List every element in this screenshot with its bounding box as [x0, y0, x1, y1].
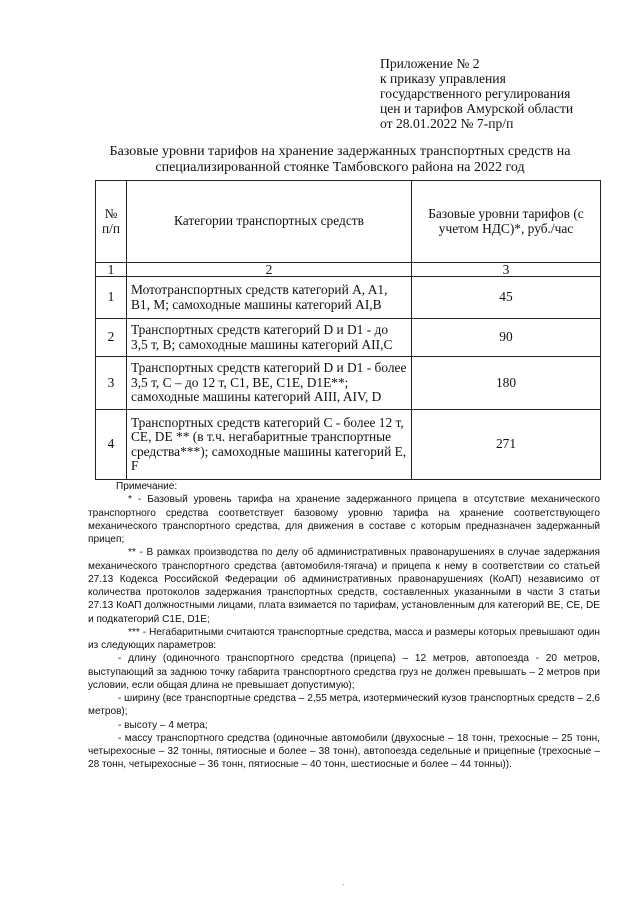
table-row	[96, 319, 601, 357]
table-row	[96, 357, 601, 410]
index-cell: 1	[96, 263, 127, 277]
appendix-line: Приложение № 2	[380, 56, 480, 71]
header-category: Категории транспортных средств	[127, 181, 412, 263]
index-cell: 3	[412, 263, 601, 277]
row-category: Транспортных средств категорий С - более 12 т, CE, DE ** (в т.ч. негабаритные транспортные средства***); самоходные машины категорий E, F	[127, 410, 412, 480]
note-list-item-length: - длину (одиночного транспортного средства (прицепа) – 12 метров, автопоезда - 20 метров, выступающий за заднюю точку габарита транспортного средства груз не должен превышать – 2 метров при условии, если общая длина не превышает допустимую);	[88, 653, 600, 691]
title-line: Базовые уровни тарифов на хранение задержанных транспортных средств на	[109, 144, 571, 159]
row-category: Транспортных средств категорий D и D1 - более 3,5 т, С – до 12 т, C1, BE, C1E, D1E**; самоходные машины категорий AIII, AIV, D	[127, 357, 412, 410]
title-line: специализированной стоянке Тамбовского района на 2022 год	[155, 159, 525, 175]
header-number: № п/п	[96, 181, 127, 263]
notes-title: Примечание:	[116, 481, 178, 492]
row-number: 1	[96, 277, 127, 319]
row-number: 4	[96, 410, 127, 480]
row-number: 2	[96, 319, 127, 357]
row-category: Мототранспортных средств категорий A, A1, B1, M; самоходные машины категорий AI,B	[127, 277, 412, 319]
appendix-line: к приказу управления	[380, 71, 506, 86]
document-title	[80, 144, 600, 175]
row-tariff-value: 90	[412, 319, 601, 357]
header-tariff: Базовые уровни тарифов (с учетом НДС)*, руб./час	[412, 181, 601, 263]
note-triple-asterisk: *** - Негабаритными считаются транспортные средства, масса и размеры которых превышают один из следующих параметров:	[88, 626, 600, 651]
table-index-row	[96, 263, 601, 277]
row-tariff-value: 180	[412, 357, 601, 410]
table-row	[96, 410, 601, 480]
appendix-header	[380, 56, 620, 131]
notes-section	[88, 480, 600, 772]
note-single-asterisk: * - Базовый уровень тарифа на хранение задержанного прицепа в отсутствие механического транспортного средства соответствует базовому уровню тарифа на хранение соответствующего механического транспортного средства, для движения в составе с которым предназначен задержанный прицеп;	[88, 494, 600, 545]
index-cell: 2	[127, 263, 412, 277]
row-category: Транспортных средств категорий D и D1 - до 3,5 т, B; самоходные машины категорий AII,C	[127, 319, 412, 357]
appendix-line: государственного регулирования	[380, 86, 571, 101]
tariffs-table	[95, 180, 601, 480]
row-number: 3	[96, 357, 127, 410]
note-list-item-mass: - массу транспортного средства (одиночные автомобили (двухосные – 18 тонн, трехосные – 25 тонн, четырехосные – 32 тонны, пятиосные и более – 38 тонн), автопоезда седельные и прицепные (трехосные – 28 тонн, четырехосные – 36 тонн, пятиосные – 40 тонн, шестиосные и более – 44 тонны)).	[88, 732, 600, 771]
note-list-item-height: - высоту – 4 метра;	[118, 719, 208, 731]
appendix-line: цен и тарифов Амурской области	[380, 101, 574, 116]
row-tariff-value: 271	[412, 410, 601, 480]
note-list-item-width: - ширину (все транспортные средства – 2,55 метра, изотермический кузов транспортных средств – 2,6 метров);	[88, 693, 600, 718]
row-tariff-value: 45	[412, 277, 601, 319]
scan-speck	[343, 884, 344, 885]
table-row	[96, 277, 601, 319]
note-double-asterisk: ** - В рамках производства по делу об административных правонарушениях в случае задержания механического транспортного средства (автомобиля-тягача) и прицепа к нему в соответствии со статьей 27.13 Кодекса Российской Федерации об административных правонарушениях (КоАП) независимо от количества протоколов задержания транспортных средств, составленных указанными в части 3 статьи 27.13 КоАП должностными лицами, плата взимается по тарифам, установленным для категорий BE, CE, DE и подкатегорий C1E, D1E;	[88, 547, 600, 625]
table-header-row	[96, 181, 601, 263]
appendix-line: от 28.01.2022 № 7-пр/п	[380, 116, 514, 131]
